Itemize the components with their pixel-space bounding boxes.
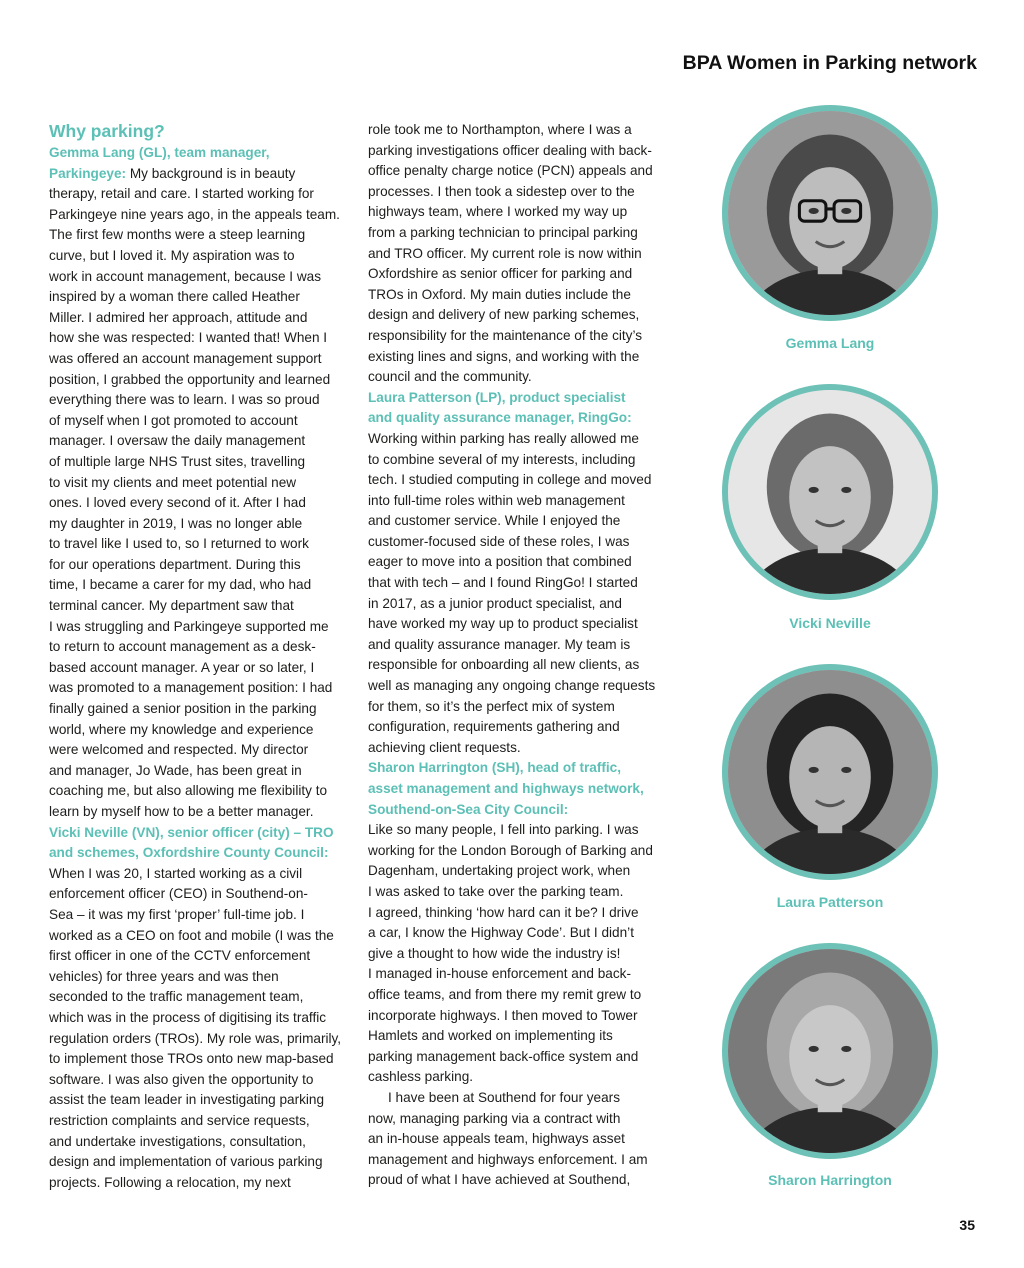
portrait-illustration xyxy=(728,390,932,594)
column-1-text xyxy=(49,143,345,1193)
text-line: ones. I loved every second of it. After I had xyxy=(49,495,306,511)
text-line: world, where my knowledge and experience xyxy=(49,721,314,737)
column-2-text xyxy=(368,120,668,1191)
text-line: existing lines and signs, and working with the xyxy=(368,348,640,364)
text-line: management and highways enforcement. I am xyxy=(368,1151,648,1167)
text-line: TROs in Oxford. My main duties include the xyxy=(368,286,631,302)
text-line: vehicles) for three years and was then xyxy=(49,968,279,984)
speaker-lead: Parkingeye: xyxy=(49,165,127,181)
text-line: Parkingeye nine years ago, in the appeals team. xyxy=(49,206,340,222)
portrait-eye xyxy=(841,1046,851,1052)
text-line: and undertake investigations, consultation, xyxy=(49,1133,306,1149)
text-line: learn by myself how to be a better manager. xyxy=(49,804,314,819)
text-line: Like so many people, I fell into parking. I was xyxy=(368,822,639,838)
text-line: coaching me, but also allowing me flexibility to xyxy=(49,783,328,799)
text-line: and schemes, Oxfordshire County Council: xyxy=(49,845,329,861)
text-line: well as managing any ongoing change requests xyxy=(368,678,656,694)
text-line: everything there was to learn. I was so proud xyxy=(49,392,320,408)
text-line: into full-time roles within web management xyxy=(368,492,625,508)
portrait-photo-sharon xyxy=(722,943,938,1159)
text-line: Miller. I admired her approach, attitude and xyxy=(49,309,308,325)
text-line: inspired by a woman there called Heather xyxy=(49,289,300,305)
text-line: was offered an account management support xyxy=(49,350,322,366)
portrait-photo-gemma xyxy=(722,105,938,321)
text-line: to combine several of my interests, including xyxy=(368,451,636,467)
text-line: regulation orders (TROs). My role was, primarily, xyxy=(49,1030,342,1046)
text-line: tech. I studied computing in college and moved xyxy=(368,472,652,488)
text-line: based account manager. A year or so later, I xyxy=(49,659,315,675)
text-line: give a thought to how wide the industry is! xyxy=(368,945,621,961)
text-line: I was struggling and Parkingeye supported me xyxy=(49,618,329,634)
portrait-face xyxy=(789,167,871,269)
text-line: terminal cancer. My department saw that xyxy=(49,598,294,614)
text-line: were welcomed and respected. My director xyxy=(49,742,309,758)
text-line: Southend-on-Sea City Council: xyxy=(368,801,569,817)
portrait-photo-vicki xyxy=(722,384,938,600)
text-line: role took me to Northampton, where I was a xyxy=(368,122,632,137)
text-line: I agreed, thinking ‘how hard can it be? I drive xyxy=(368,904,639,920)
text-line: council and the community. xyxy=(368,369,532,385)
portrait-face xyxy=(789,1005,871,1107)
text-line: to implement those TROs onto new map-based xyxy=(49,1051,334,1067)
text-line: highways team, where I worked my way up xyxy=(368,204,628,220)
text-line: cashless parking. xyxy=(368,1069,474,1085)
text-line: software. I was also given the opportunity to xyxy=(49,1071,314,1087)
portrait-eye xyxy=(809,487,819,493)
text-line: processes. I then took a sidestep over to the xyxy=(368,183,635,199)
portrait-illustration xyxy=(728,949,932,1153)
portrait-eye xyxy=(809,767,819,773)
caption-gemma: Gemma Lang xyxy=(785,335,875,351)
text-line: work in account management, because I was xyxy=(49,268,322,284)
caption-vicki: Vicki Neville xyxy=(789,615,871,631)
portrait-face xyxy=(789,446,871,548)
portrait-eye xyxy=(841,487,851,493)
portrait-eye xyxy=(841,767,851,773)
text-line: Laura Patterson (LP), product specialist xyxy=(368,389,626,405)
text-line: proud of what I have achieved at Southend, xyxy=(368,1172,631,1188)
portrait-photo-laura xyxy=(722,664,938,880)
text-line: now, managing parking via a contract with xyxy=(368,1110,621,1126)
text-line: to visit my clients and meet potential new xyxy=(49,474,297,490)
caption-laura: Laura Patterson xyxy=(776,894,884,910)
text-line: and quality assurance manager, RingGo: xyxy=(368,410,632,426)
text-line: restriction complaints and service requests, xyxy=(49,1112,310,1128)
text-line: I was asked to take over the parking team. xyxy=(368,883,624,899)
text-line: working for the London Borough of Barking and xyxy=(368,842,653,858)
text-line: curve, but I loved it. My aspiration was to xyxy=(49,247,295,263)
text-line: customer-focused side of these roles, I was xyxy=(368,533,630,549)
portrait-eye xyxy=(841,208,851,214)
text-line: I have been at Southend for four years xyxy=(388,1089,621,1105)
text-line: Gemma Lang (GL), team manager, xyxy=(49,145,270,160)
text-line: responsible for onboarding all new clients, as xyxy=(368,657,640,673)
text-line: and TRO officer. My current role is now within xyxy=(368,245,642,261)
text-line: enforcement officer (CEO) in Southend-on- xyxy=(49,886,308,902)
text-line: was promoted to a management position: I had xyxy=(49,680,333,696)
text-line: my daughter in 2019, I was no longer able xyxy=(49,515,303,531)
text-line: and manager, Jo Wade, has been great in xyxy=(49,762,302,778)
text-line: projects. Following a relocation, my next xyxy=(49,1174,291,1190)
text-line: Sea – it was my first ‘proper’ full-time job. I xyxy=(49,906,305,922)
text-line: design and delivery of new parking schemes, xyxy=(368,307,640,323)
text-line: which was in the process of digitising its traffic xyxy=(49,1009,327,1025)
portrait-illustration xyxy=(728,670,932,874)
text-line: an in-house appeals team, highways asset xyxy=(368,1131,625,1147)
text-line: design and implementation of various parking xyxy=(49,1154,323,1170)
text-line: parking investigations officer dealing with back- xyxy=(368,142,652,158)
text-line: of multiple large NHS Trust sites, travelling xyxy=(49,453,306,469)
text-line: manager. I oversaw the daily management xyxy=(49,433,306,449)
text-line: have worked my way up to product specialist xyxy=(368,616,638,632)
text-line: that with tech – and I found RingGo! I started xyxy=(368,575,638,591)
text-line: office penalty charge notice (PCN) appeals and xyxy=(368,163,653,179)
text-line: for our operations department. During this xyxy=(49,556,301,572)
text-line: parking management back-office system and xyxy=(368,1048,639,1064)
caption-sharon: Sharon Harrington xyxy=(768,1172,892,1188)
text-line: The first few months were a steep learning xyxy=(49,227,306,243)
text-line: responsibility for the maintenance of the city’s xyxy=(368,327,643,343)
text-line: and customer service. While I enjoyed the xyxy=(368,513,621,529)
portrait-face xyxy=(789,726,871,828)
text-line: time, I became a carer for my dad, who had xyxy=(49,577,312,593)
page-number: 35 xyxy=(959,1217,975,1233)
text-line: Dagenham, undertaking project work, when xyxy=(368,863,631,879)
body-text: My background is in beauty xyxy=(126,165,296,181)
text-line: assist the team leader in investigating parking xyxy=(49,1092,325,1108)
article-column-2 xyxy=(368,120,668,1191)
portrait-illustration xyxy=(728,111,932,315)
header-title: BPA Women in Parking network xyxy=(682,52,977,74)
text-line: eager to move into a position that combined xyxy=(368,554,632,570)
text-line: of myself when I got promoted to account xyxy=(49,412,298,428)
text-line: Oxfordshire as senior officer for parking and xyxy=(368,266,633,282)
portrait-eye xyxy=(809,208,819,214)
text-line: achieving client requests. xyxy=(368,739,521,755)
portrait-eye xyxy=(809,1046,819,1052)
article-column-1 xyxy=(49,120,345,1193)
text-line: Working within parking has really allowed me xyxy=(368,430,639,446)
text-line: position, I grabbed the opportunity and learned xyxy=(49,371,331,387)
text-line: to return to account management as a desk- xyxy=(49,639,316,655)
text-line: to travel like I used to, so I returned to work xyxy=(49,536,309,552)
text-line: When I was 20, I started working as a civil xyxy=(49,865,303,881)
text-line: I managed in-house enforcement and back- xyxy=(368,966,631,982)
text-line: configuration, requirements gathering and xyxy=(368,719,620,735)
text-line: for them, so it’s the perfect mix of system xyxy=(368,698,615,714)
text-line: seconded to the traffic management team, xyxy=(49,989,304,1005)
text-line: office teams, and from there my remit grew to xyxy=(368,986,642,1002)
text-line: Hamlets and worked on implementing its xyxy=(368,1028,613,1044)
text-line: therapy, retail and care. I started working for xyxy=(49,186,314,202)
section-title: Why parking? xyxy=(49,121,165,141)
text-line: Vicki Neville (VN), senior officer (city) – TRO xyxy=(49,824,334,840)
text-line: worked as a CEO on foot and mobile (I was the xyxy=(49,927,334,943)
text-line: a car, I know the Highway Code’. But I didn’t xyxy=(368,925,634,941)
text-line: and quality assurance manager. My team is xyxy=(368,636,631,652)
text-line xyxy=(49,164,345,185)
text-line: first officer in one of the CCTV enforcement xyxy=(49,948,311,964)
text-line: from a parking technician to principal parking xyxy=(368,224,638,240)
text-line: asset management and highways network, xyxy=(368,781,644,796)
text-line: in 2017, as a junior product specialist, and xyxy=(368,595,622,611)
text-line: finally gained a senior position in the parking xyxy=(49,701,317,717)
text-line: Sharon Harrington (SH), head of traffic, xyxy=(368,760,622,776)
text-line: incorporate highways. I then moved to Tower xyxy=(368,1007,638,1023)
text-line: how she was respected: I wanted that! When I xyxy=(49,330,328,346)
